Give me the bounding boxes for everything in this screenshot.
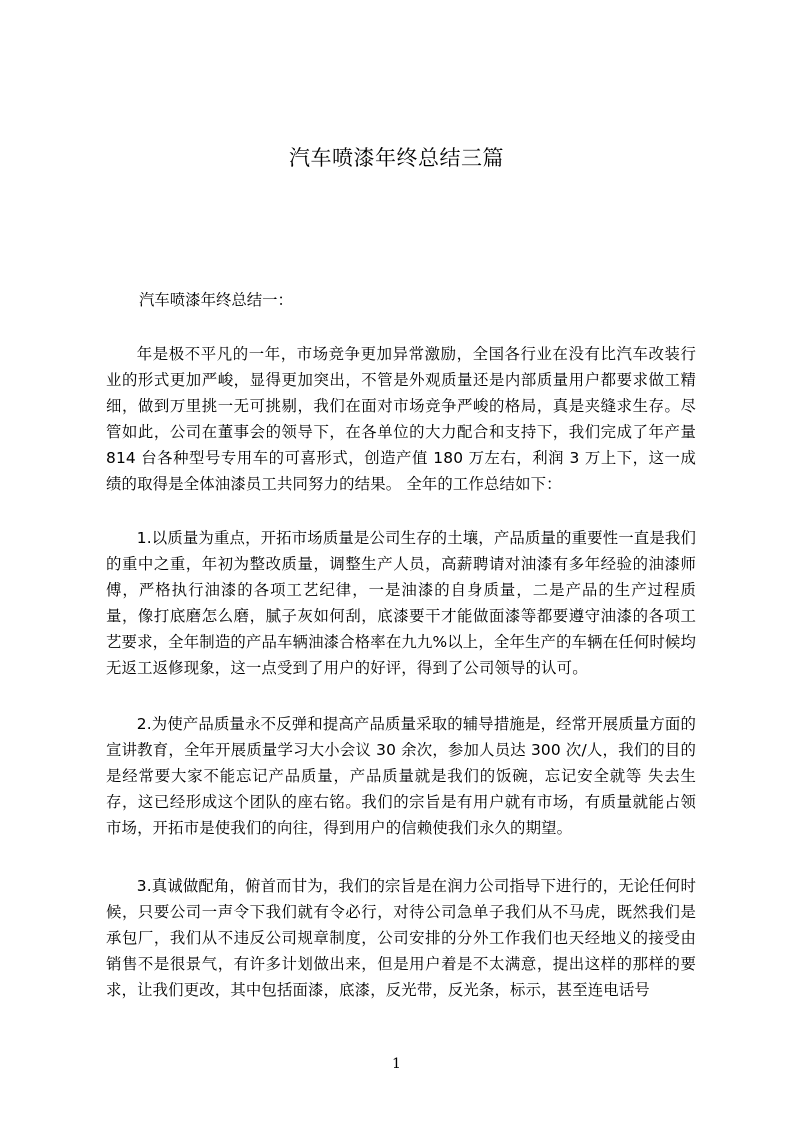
paragraph-item-3: 3.真诚做配角，俯首而甘为，我们的宗旨是在润力公司指导下进行的，无论任何时候，只要公司一声令下我们就有令必行，对待公司急单子我们从不马虎，既然我们是承包厂，我们从不违反公司规章制度，公司安排的分外工作我们也天经地义的接受由 销售不是很景气，有许多计划做出来，但是用户着是不太满意，提出这样的那样的要求，让我们更改，其中包括面漆，底漆，反光带，反光条，标示，甚至连电话号 bbox=[106, 877, 696, 999]
document-title: 汽车喷漆年终总结三篇 bbox=[289, 146, 504, 170]
section-heading: 汽车喷漆年终总结一： bbox=[139, 291, 293, 309]
page-number: 1 bbox=[392, 1056, 401, 1072]
paragraph-intro: 年是极不平凡的一年，市场竞争更加异常激励，全国各行业在没有比汽车改装行业的形式更加严峻，显得更加突出，不管是外观质量还是内部质量用户都要求做工精细，做到万里挑一无可挑剔，我们在面对市场竞争严峻的格局，真是夹缝求生存。尽管如此，公司在董事会的领导下，在各单位的大力配合和支持下，我们完成了年产量 814 台各种型号专用车的可喜形式，创造产值 180 万左右，利润 3 万上下，这一成绩的取得是全体油漆员工共同努力的结果。 全年的工作总结如下： bbox=[106, 345, 696, 493]
paragraph-item-1: 1.以质量为重点，开拓市场质量是公司生存的土壤，产品质量的重要性一直是我们的重中之重，年初为整改质量，调整生产人员，高薪聘请对油漆有多年经验的油漆师傅，严格执行油漆的各项工艺纪律，一是油漆的自身质量，二是产品的生产过程质量，像打底磨怎么磨，腻子灰如何刮，底漆要干才能做面漆等都要遵守油漆的各项工艺要求，全年制造的产品车辆油漆合格率在九九%以上，全年生产的车辆在任何时候均无返工返修现象，这一点受到了用户的好评，得到了公司领导的认可。 bbox=[106, 529, 696, 677]
paragraph-item-2: 2.为使产品质量永不反弹和提高产品质量采取的辅导措施是，经常开展质量方面的宣讲教育，全年开展质量学习大小会议 30 余次，参加人员达 300 次/人，我们的目的是经常要大家不能忘记产品质量，产品质量就是我们的饭碗，忘记安全就等 失去生存，这已经形成这个团队的座右铭。我们的宗旨是有用户就有市场，有质量就能占领市场，开拓市是使我们的向往，得到用户的信赖使我们永久的期望。 bbox=[106, 715, 696, 837]
